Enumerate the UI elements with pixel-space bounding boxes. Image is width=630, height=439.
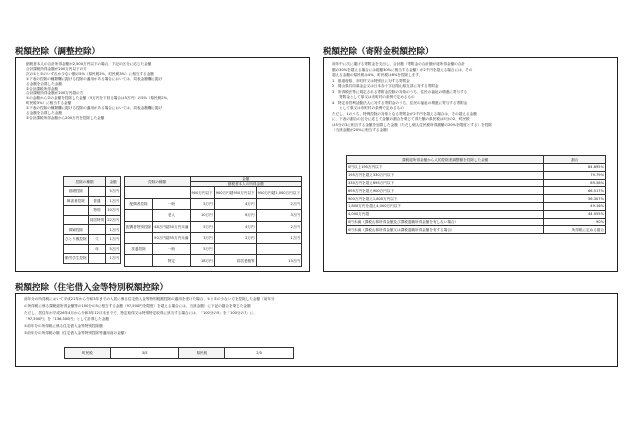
income-bracket: 1,800万円を超え4,000万円以下 [347,202,544,210]
text-line: 納税者本人の合計所得金額が2,500万円以下の場合、下記の区分に応じた金額 [26,62,152,66]
table-row [347,179,606,187]
left-table-b-subh: 納税者本人の所得金額 [190,182,302,187]
income-bracket: 195万円を超え330万円以下 [347,171,544,179]
deduction-subtype: 一般 [153,199,190,210]
deduction-amount: 1万円 [106,254,121,264]
text-line: 4 特定非営利活動法人に対する寄附金のうち、住民の福祉の増進に寄与する寄附金 [332,100,468,105]
deduction-subtype: 一般 [153,244,190,255]
table-row [125,210,302,221]
deduction-subtype: 父 [88,234,105,244]
right-section-title: 税額控除（寄附金税額控除） [323,47,434,57]
text-line: ①の金額から②の金額を控除した金額（5万円を下回る場合は5万円）の5%（県民税2%、 [26,96,171,101]
rate: 84.895% [544,164,606,172]
table-row [125,232,302,243]
table-row [125,199,302,210]
income-bracket: 4,000万円超 [347,210,544,218]
text-line: 額の30%を超える場合には総額30%に相当する金額）が2千円を超える場合には、その [332,67,473,72]
deduction-subtype: 特別 [88,206,105,216]
text-line: 寄附金として県又は市町村の条例で定めるもの [332,95,415,99]
text-line: 町民税3%）に相当する金額 [26,101,72,106]
amount-col2: 4万円 [214,221,256,232]
deduction-amount: 1万円 [106,234,121,244]
deduction-subtype: 母 [88,244,105,254]
rate: 所得税に定める割合 [544,226,606,234]
text-line: に、下表の割合の区分に応じて金額の割合を乗じて得た額の県民税は5分の2、町民税 [332,117,470,121]
table-row [347,226,606,234]
deduction-type: 配偶者控除 [125,199,153,210]
deduction-type: 障害者控除 [64,196,89,206]
amount-col2: 2万円 [214,232,256,243]
deduction-subtype [88,225,105,235]
text-line: 2 岡山県共同募金会又は日本赤十字社岡山県支部に対する寄附金 [332,84,439,88]
deduction-type: 勤労学生控除 [64,254,89,264]
amount-col3 [256,244,301,255]
deduction-amount: 1万円 [106,196,121,206]
deduction-amount: 22万円 [106,215,121,225]
text-line: 「97,500円」を「136,500円」として計算した金額 [24,317,109,322]
text-line: 3 所得税法等に規定される寄附金控除の対象のうち、住民の福祉の増進に寄与する [332,89,468,94]
amount-col2: 4万円 [214,199,256,210]
left-box [15,57,310,272]
rate: 44.055% [544,210,606,218]
text-line: 合計課税所得金額が200万円以下の方 [26,66,87,71]
rate: 69.58% [544,179,606,187]
text-line: ②合計課税所得金額から200万円を控除した金額 [26,115,105,120]
table-row [64,196,121,206]
text-line: ただし、1のうち、特例控除の対象となる寄附金が2千円を超える場合は、その超える金額 [332,111,477,116]
deduction-type: 基礎控除 [64,187,89,197]
bottom-ratio-table [64,347,294,359]
prefecture-tax-ratio: 2/5 [225,348,294,359]
left-table-a-h2: 金額 [106,177,121,187]
amount-col1: 5万円 [190,221,214,232]
deduction-type: 配偶者特別控除 [125,221,153,232]
table-row [64,187,121,197]
amount-col3: 3万円 [256,210,301,221]
amount-col1: 18万円 [190,255,214,266]
left-table-b-col1: 900万円以下 [190,187,214,199]
deduction-subtype: 特定 [153,255,190,266]
left-table-a [63,176,121,264]
left-table-b-h2: 金額 [190,177,302,182]
left-section-title: 税額控除（調整控除） [15,47,101,57]
amount-col1: 5万円 [190,199,214,210]
amount-col2 [214,244,256,255]
deduction-type [125,210,153,221]
text-line: として県又は市町村の条例で定めるもの [332,106,404,110]
amount-col3: 2万円 [256,221,301,232]
bottom-box [15,293,618,367]
deduction-amount: 5万円 [106,244,121,254]
table-row [125,244,302,255]
income-bracket: 695万円を超え900万円以下 [347,187,544,195]
bottom-section-title: 税額控除（住宅借入金等特別税額控除） [15,283,169,293]
text-line: ①下表の控除の種類欄に掲げる控除の適用がある場合においては、同表金額欄に掲げ [26,76,163,81]
table-row [64,244,121,254]
text-line: 次の①と②のいずれか少ない額の5%（県民税2%、町民税3%）に相当する金額 [26,71,154,76]
table-row [64,234,121,244]
text-line: 前年中に次に掲げる寄附金を支出し、合計額（寄附金の合計額が総所得金額の合計 [332,62,465,66]
table-row [125,221,302,232]
table-row [64,215,121,225]
text-line: ②前年分の所得税の額（住宅借入金等特別控除等適用前の金額） [24,331,128,335]
table-row [125,255,302,266]
table-row [347,164,606,172]
table-row [347,202,606,210]
right-table-h2: 割合 [544,156,606,164]
amount-col1: 5万円 [190,244,214,255]
income-bracket: 900万円を超え1,800万円以下 [347,195,544,203]
amount-col1: 3万円 [190,232,214,243]
text-line: ①前年分の所得税に係る住宅借入金等特別控除額 [24,324,103,329]
deduction-type: 寡婦控除 [64,225,89,235]
table-row [347,195,606,203]
income-bracket: 0円未満（課税山林所得金額又は課税退職所得金額を有する場合） [347,226,544,234]
prefecture-tax-label: 県民税 [179,348,225,359]
text-line: （当該金額が20%に相当する金額） [332,128,391,132]
amount-col3: 2万円 [256,199,301,210]
deduction-type: 扶養控除 [125,244,153,255]
text-line: ただし、居住年が平成26年4月から令和3年12月末までで、特定取得又は特別特定取得に該当する場合には、「100分の5」を「100分の7」に、 [24,310,258,315]
deduction-amount: 1万円 [106,225,121,235]
town-tax-label: 町民税 [65,348,111,359]
deduction-subtype: 普通 [88,196,105,206]
text-line: の所得税に係る課税総所得金額等の100分の5に相当する金額（97,500円を限度）を超える場合には、当該金額）に下記の割合を乗じた金額 [24,303,251,308]
left-table-b [124,176,302,267]
deduction-subtype: 老人 [153,210,190,221]
text-line: 超える金額の県民税は4%、町民税は6%を控除します。 [332,73,423,77]
left-table-a-h1: 控除の種類 [64,177,106,187]
text-line: ①下表の控除の種類欄に掲げる控除の適用がある場合においては、同表金額欄に掲げ [26,106,163,111]
table-row [347,218,606,226]
deduction-subtype: 48万円超50万円未満 [153,221,190,232]
rate: 79.79% [544,171,606,179]
deduction-amount: 5万円 [106,187,121,197]
text-line: ②合計課税所得金額 [26,86,58,91]
deduction-subtype: 同居特別 [88,215,105,225]
table-row [64,225,121,235]
deduction-type [125,232,153,243]
text-line: 合計課税所得金額が200万円超の方 [26,91,84,96]
deduction-subtype [88,254,105,264]
amount-col2: 同居老親等 [214,255,256,266]
text-line: 前年分の所得税において平成21年から令和3年までの入居に係る住宅借入金等特別税額控除の適用を受けた場合、①と②の少ない方を控除した金額（前年分 [24,297,275,301]
deduction-type [64,206,89,216]
left-table-b-col3: 950万円超1,000万円以下 [256,187,301,199]
amount-col3: 13万円 [256,255,301,266]
table-row [64,254,121,264]
right-table [346,155,606,234]
rate: 56.307% [544,195,606,203]
amount-col1: 10万円 [190,210,214,221]
right-box [323,57,618,272]
text-line: 1 都道府県、市町村又は特別区に対する寄附金 [332,78,410,83]
deduction-type [125,255,153,266]
income-bracket: 0円以上195万円以下 [347,164,544,172]
text-line: る金額を合算した金額 [26,111,62,115]
deduction-subtype [88,187,105,197]
rate: 49.16% [544,202,606,210]
rate: 66.517% [544,187,606,195]
left-table-b-col2: 900万円超950万円以下 [214,187,256,199]
deduction-type [64,244,89,254]
right-table-h1: 課税総所得金額から人的控除差調整額を控除した金額 [347,156,544,164]
table-row [64,206,121,216]
deduction-type [64,215,89,225]
table-row [347,210,606,218]
rate: 90% [544,218,606,226]
text-line: は5分の3に相当する金額を加算した金額（ただし個人住民税所得割額の20%を限度とする）を控除 [332,122,492,127]
deduction-subtype: 50万円超55万円未満 [153,232,190,243]
left-table-b-empty [125,187,191,199]
income-bracket: 330万円を超え695万円以下 [347,179,544,187]
town-tax-ratio: 3/5 [110,348,179,359]
left-table-b-h1: 控除の種類 [125,177,191,187]
amount-col2: 6万円 [214,210,256,221]
income-bracket: 0円未満（課税山林所得金額及び課税退職所得金額を有しない場合） [347,218,544,226]
table-row [347,171,606,179]
deduction-amount: 10万円 [106,206,121,216]
amount-col3: 1万円 [256,232,301,243]
text-line: る金額を合算した金額 [26,81,62,86]
deduction-type: ひとり親控除 [64,234,89,244]
table-row [347,187,606,195]
